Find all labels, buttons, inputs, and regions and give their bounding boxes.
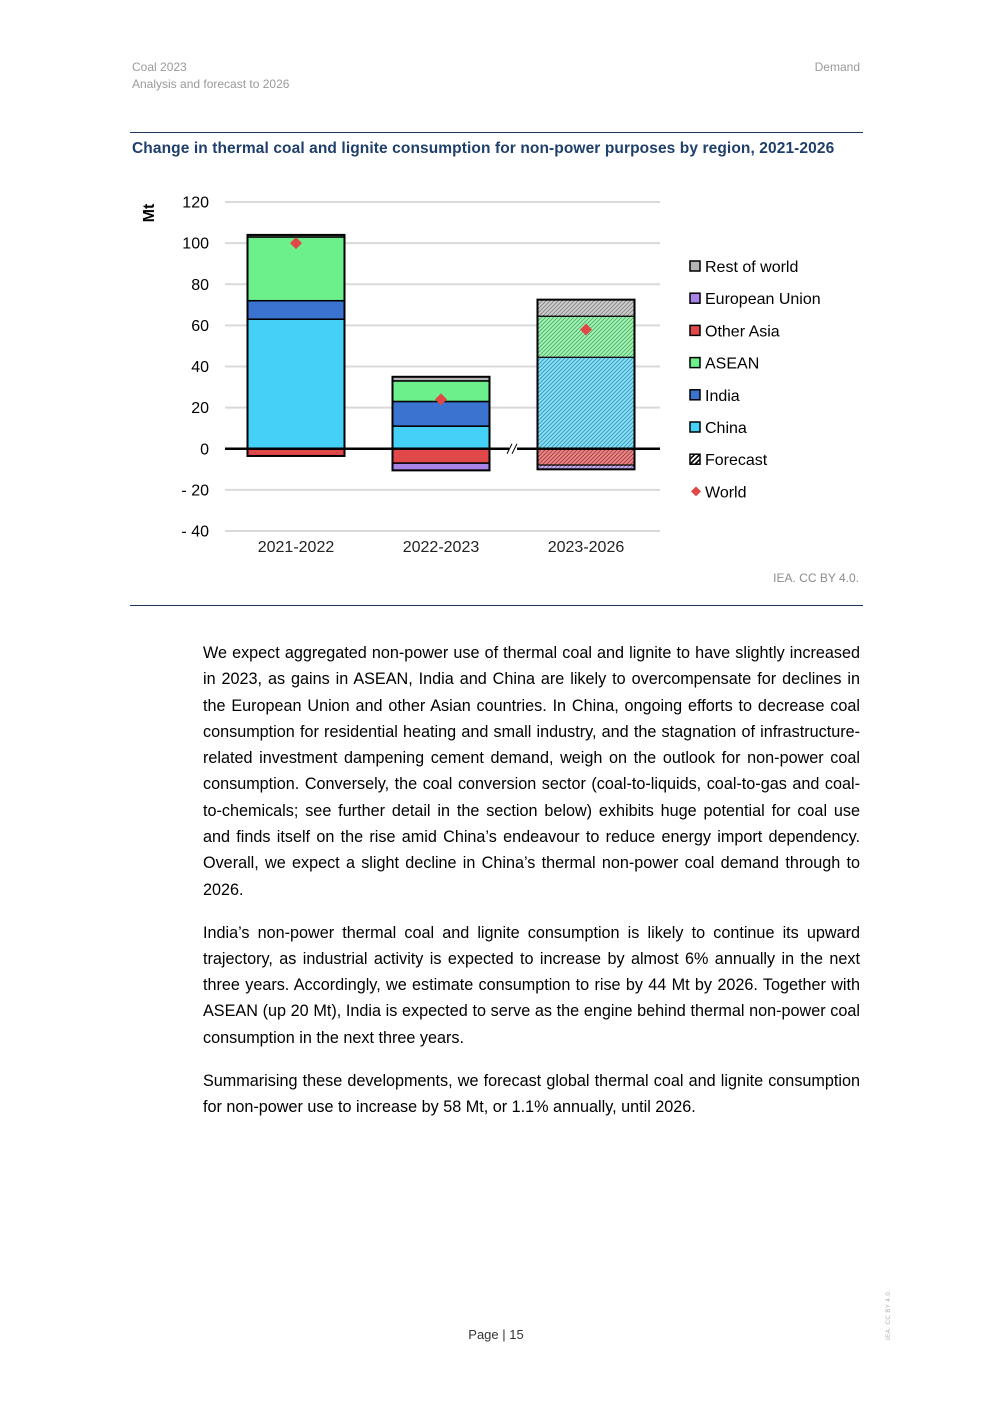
legend-label: Other Asia	[705, 323, 780, 341]
x-tick-label: 2021-2022	[257, 539, 335, 556]
report-subtitle: Analysis and forecast to 2026	[132, 77, 290, 91]
x-tick-label: 2023-2026	[547, 539, 625, 556]
legend-swatch-world	[691, 486, 701, 496]
bar-segment	[393, 426, 490, 449]
legend-label: Rest of world	[705, 259, 799, 276]
top-rule	[130, 132, 863, 133]
legend-swatch	[690, 422, 700, 432]
forecast-hatch	[538, 449, 635, 465]
legend-swatch	[690, 358, 700, 368]
legend-label: ASEAN	[705, 355, 760, 373]
y-tick-label: 120	[182, 194, 209, 212]
forecast-hatch	[538, 300, 635, 316]
legend-label: India	[705, 387, 740, 405]
legend-swatch	[690, 261, 700, 271]
y-tick-label: 80	[191, 276, 209, 294]
paragraph: Summarising these developments, we forecast global thermal coal and lignite consumption for non-power use to increase by 58 Mt, or 1.1% annually, until 2026.	[203, 1071, 860, 1116]
report-title: Coal 2023	[132, 60, 187, 74]
page-number: Page | 15	[468, 1327, 524, 1342]
y-tick-label: - 20	[181, 482, 209, 500]
y-tick-label: 0	[200, 441, 209, 459]
body-text	[203, 640, 860, 1137]
y-axis-label: Mt	[141, 203, 158, 223]
forecast-hatch	[538, 357, 635, 449]
chart	[130, 185, 863, 580]
side-watermark: IEA. CC BY 4.0.	[886, 1289, 892, 1340]
x-tick-label: 2022-2023	[402, 539, 480, 556]
bar-segment	[248, 319, 345, 449]
legend-swatch	[690, 390, 700, 400]
section-name: Demand	[814, 60, 860, 74]
forecast-hatch	[538, 316, 635, 357]
chart-credit: IEA. CC BY 4.0.	[773, 571, 859, 585]
y-tick-label: 60	[191, 317, 209, 335]
y-tick-label: 100	[182, 235, 209, 253]
bar-segment	[393, 449, 490, 463]
paragraph: India’s non-power thermal coal and lignite consumption is likely to continue its upward trajectory, as industrial activity is expected to increase by almost 6% annually in the next three years. Accordingly, we estimate consumption to rise by 44 Mt by 2026. Together with ASEAN (up 20 Mt), India is expected to serve as the engine behind thermal non-power coal consumption in the next three years.	[203, 923, 860, 1047]
report-header-left	[132, 59, 289, 93]
legend-swatch	[690, 293, 700, 303]
legend-label: Forecast	[705, 452, 768, 470]
chart-title: Change in thermal coal and lignite consumption for non-power purposes by region, 2021-2026	[132, 140, 835, 157]
bar-segment	[248, 301, 345, 320]
bar-segment	[393, 463, 490, 470]
y-tick-label: 40	[191, 359, 209, 376]
axis-break-gap	[509, 443, 517, 455]
legend-label: China	[705, 420, 747, 437]
y-tick-label: - 40	[181, 523, 209, 541]
legend-label: World	[705, 484, 747, 502]
legend-swatch	[690, 325, 700, 335]
paragraph: We expect aggregated non-power use of thermal coal and lignite to have slightly increased in 2023, as gains in ASEAN, India and China are likely to overcompensate for declines in the European Union and other Asian countries. In China, ongoing efforts to decrease coal consumption for residential heating and small industry, and the stagnation of infrastructure-related investment dampening cement demand, weigh on the outlook for non-power coal consumption. Conversely, the coal conversion sector (coal-to-liquids, coal-to-gas and coal-to-chemicals; see further detail in the section below) exhibits huge potential for coal use and finds itself on the rise amid China’s endeavour to reduce energy import dependency. Overall, we expect a slight decline in China’s thermal non-power coal demand through to 2026.	[203, 644, 860, 899]
legend-label: European Union	[705, 291, 821, 309]
y-tick-label: 20	[191, 400, 209, 418]
bottom-rule	[130, 605, 863, 606]
